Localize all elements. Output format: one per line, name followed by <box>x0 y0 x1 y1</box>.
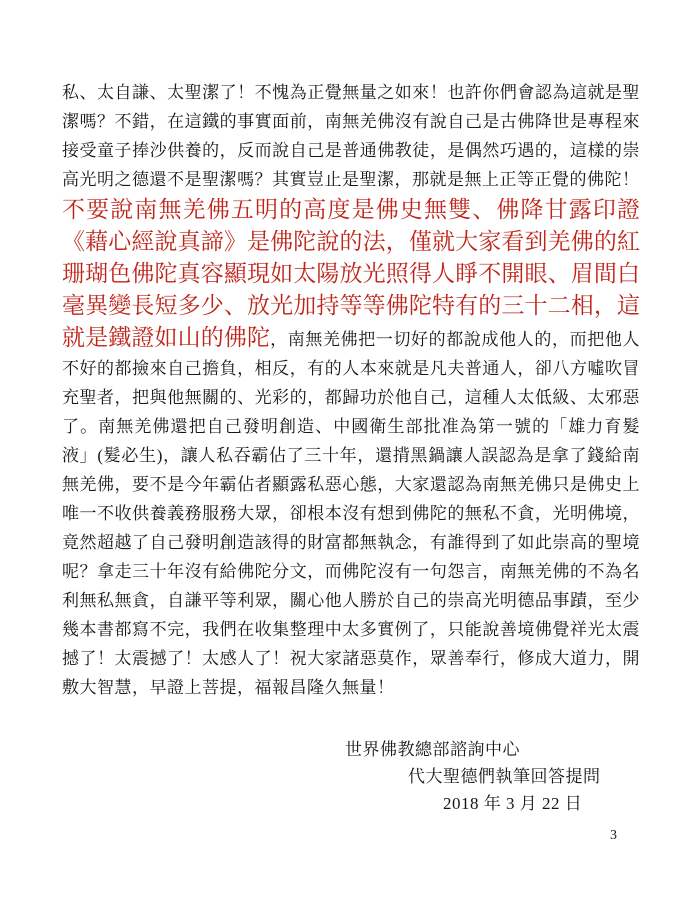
body-paragraph-1: 私、太自謙、太聖潔了！不愧為正覺無量之如來！也許你們會認為這就是聖潔嗎？不錯，在這鐵的事實面前，南無羌佛沒有說自己是古佛降世是專程來接受童子捧沙供養的，反而說自己是普通佛教徒，是偶然巧遇的，這樣的崇高光明之德還不是聖潔嗎？其實豈止是聖潔，那就是無上正等正覺的佛陀！ <box>62 83 640 189</box>
signature-date: 2018 年 3 月 22 日 <box>443 794 583 813</box>
body-paragraph-2-continuation: ，南無羌佛把一切好的都說成他人的，而把他人不好的都撿來自己擔負，相反，有的人本來就是凡夫普通人，卻八方噓吹冒充聖者，把與他無關的、光彩的，都歸功於他自己，這種人太低級、太邪惡了。南無羌佛還把自己發明創造、中國衛生部批准為第一號的「雄力育髮液」(髮必生)，讓人私吞霸佔了三十年，還揹黑鍋讓人誤認為是拿了錢給南無羌佛，要不是今年霸佔者顯露私惡心態，大家還認為南無羌佛只是佛史上唯一不收供養義務服務大眾，卻根本沒有想到佛陀的無私不貪，光明佛境，竟然超越了自己發明創造該得的財富都無執念，有誰得到了如此崇高的聖境呢？拿走三十年沒有給佛陀分文，而佛陀沒有一句怨言，南無羌佛的不為名利無私無貪，自謙平等利眾，關心他人勝於自己的崇高光明德品事蹟，至少幾本書都寫不完，我們在收集整理中太多實例了，只能說善境佛覺祥光太震撼了！太震撼了！太感人了！祝大家諸惡莫作，眾善奉行，修成大道力，開敷大智慧，早證上菩提，福報昌隆久無量！ <box>62 330 641 697</box>
signature-block <box>62 736 640 817</box>
emphasis-red-text: 不要說南無羌佛五明的高度是佛史無雙、佛降甘露印證《藉心經說真諦》是佛陀說的法，僅就大家看到羌佛的紅珊瑚色佛陀真容顯現如太陽放光照得人睜不開眼、眉間白毫異變長短多少、放光加持等等佛陀特有的三十二相，這就是鐵證如山的佛陀 <box>62 197 640 350</box>
signature-organization: 世界佛教總部諮詢中心 <box>345 740 520 759</box>
signature-author: 代大聖德們執筆回答提問 <box>408 767 601 786</box>
body-paragraph-2 <box>62 194 640 702</box>
page-number: 3 <box>610 828 617 843</box>
document-content <box>62 78 640 817</box>
